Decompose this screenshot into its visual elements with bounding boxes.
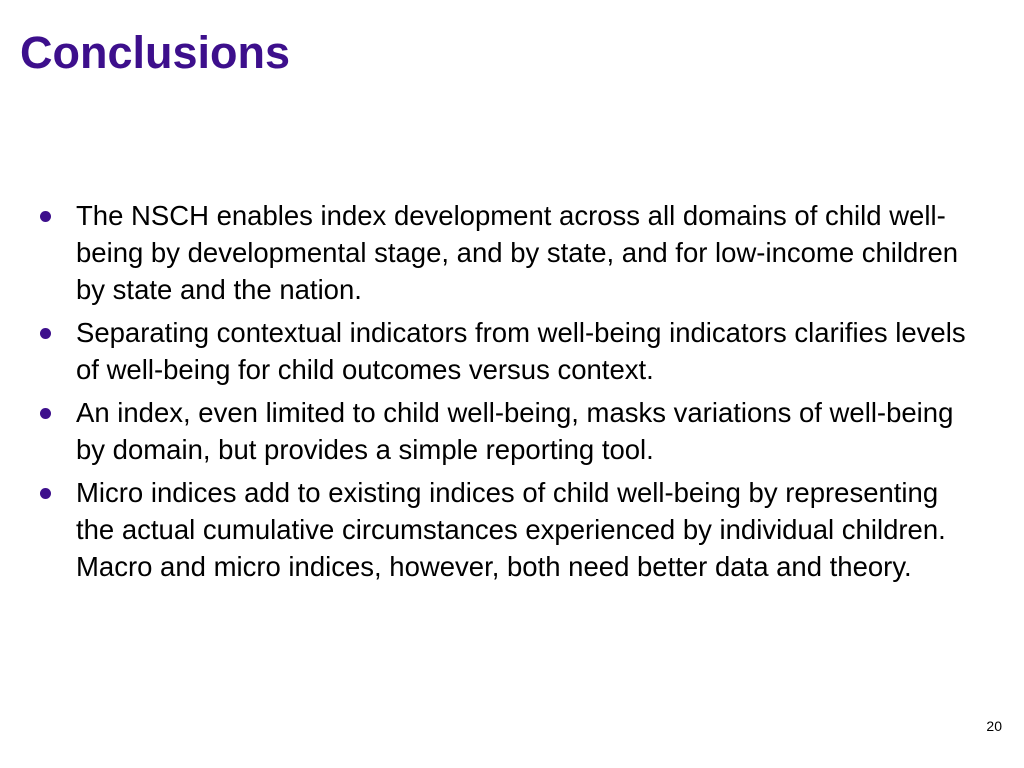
page-number: 20 <box>986 718 1002 734</box>
slide-title: Conclusions <box>20 27 291 78</box>
bullet-item <box>38 197 968 308</box>
bullet-text: Micro indices add to existing indices of child well-being by representing the actual cumulative circumstances experienced by individual children. Macro and micro indices, however, both need better data and theory. <box>76 477 946 582</box>
bullet-dot-icon <box>40 408 51 419</box>
bullet-dot-icon <box>40 211 51 222</box>
bullet-item <box>38 474 968 585</box>
bullet-item <box>38 314 968 388</box>
bullet-text: An index, even limited to child well-being, masks variations of well-being by domain, but provides a simple reporting tool. <box>76 397 954 465</box>
bullet-dot-icon <box>40 328 51 339</box>
bullet-list <box>38 197 968 591</box>
bullet-text: Separating contextual indicators from well-being indicators clarifies levels of well-being for child outcomes versus context. <box>76 317 966 385</box>
bullet-text: The NSCH enables index development across all domains of child well-being by developmental stage, and by state, and for low-income children by state and the nation. <box>76 200 959 305</box>
bullet-dot-icon <box>40 488 51 499</box>
bullet-item <box>38 394 968 468</box>
